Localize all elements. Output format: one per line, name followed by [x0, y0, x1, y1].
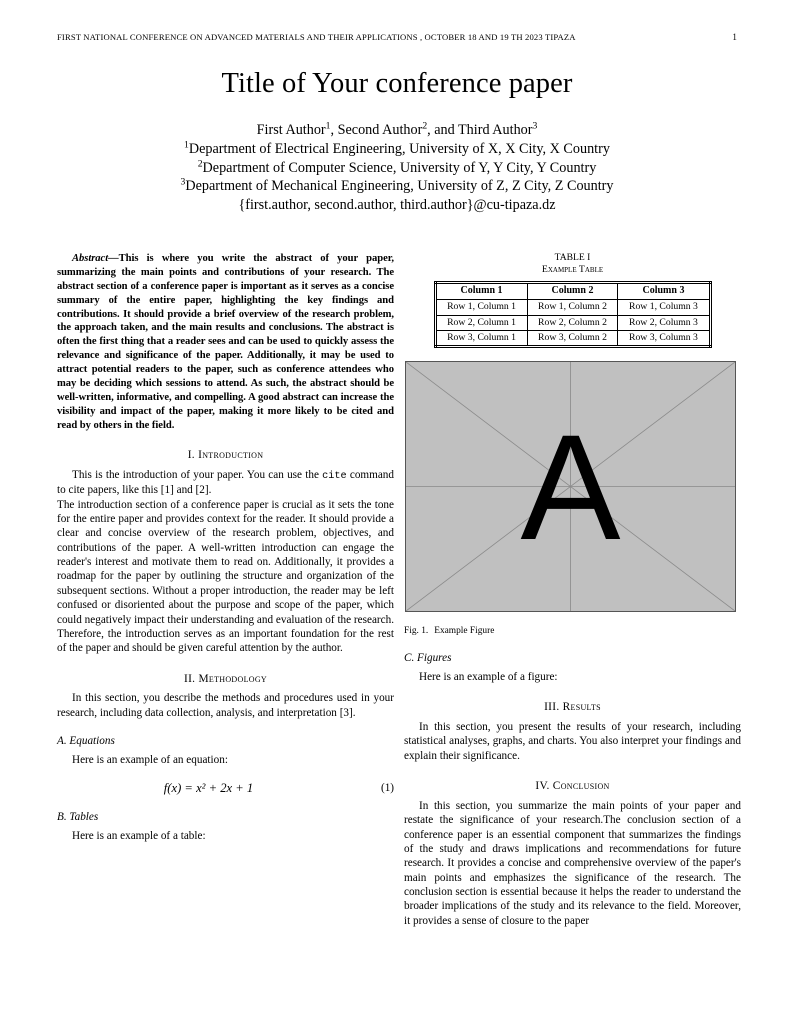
table-cell: Row 1, Column 2 [527, 300, 618, 315]
section-heading-methodology: II. Methodology [183, 672, 267, 685]
example-table [434, 281, 712, 348]
figure-caption-label: Fig. 1. [404, 626, 429, 637]
table-header-col-1: Column 1 [435, 283, 527, 300]
affiliation-1-text: Department of Electrical Engineering, University of X, X City, X Country [188, 140, 610, 157]
table-cell: Row 3, Column 3 [618, 330, 710, 346]
table-cell: Row 1, Column 1 [435, 300, 527, 315]
introduction-paragraph-2: The introduction section of a conference paper is crucial as it sets the tone for the entire paper and provides context for the reader. It should provide a clear and concise overview of the research problem, objectives, and contributions of the paper. A well-written introduction can engage the reader's interest and motivate them to read on. Additionally, it provides a roadmap for the paper by outlining the structure and organization of the subsequent sections. Without a proper introduction, the reader may be left confused or disoriented about the purpose and scope of the paper, which could negatively impact their understanding and evaluation of the research. Therefore, the introduction serves as an important foundation for the rest of the paper and should be given careful attention by the author. [57, 498, 394, 655]
figure-caption-text: Example Figure [434, 626, 495, 637]
affiliation-2-text: Department of Computer Science, University of Y, Y City, Y Country [202, 159, 597, 176]
section-heading-conclusion: IV. Conclusion [535, 780, 610, 793]
table-header-col-2: Column 2 [527, 283, 618, 300]
affiliation-2 [57, 159, 737, 178]
equations-intro: Here is an example of an equation: [72, 753, 228, 766]
table-row [435, 330, 710, 346]
author-3-sup: 3 [532, 120, 538, 132]
affiliation-3-sup: 3 [180, 176, 186, 188]
authors-line [57, 121, 737, 140]
author-2-sup: 2 [422, 120, 428, 132]
section-heading-introduction: I. Introduction [187, 449, 264, 462]
intro-text-post: command to cite papers, like this [1] and [2]. [57, 469, 394, 497]
page-number: 1 [732, 32, 737, 42]
table-title: Example Table [541, 264, 604, 276]
abstract-paragraph [57, 252, 394, 432]
author-1-name: First Author [256, 121, 326, 138]
subsection-heading-tables: B. Tables [57, 811, 99, 824]
author-sep-1: , [330, 121, 338, 138]
introduction-paragraph-1 [57, 468, 394, 498]
title-block [57, 68, 737, 215]
equation-1-number: (1) [380, 781, 395, 794]
table-cell: Row 2, Column 2 [527, 315, 618, 330]
table-row [435, 315, 710, 330]
table-cell: Row 2, Column 3 [618, 315, 710, 330]
author-1-sup: 1 [325, 120, 331, 132]
author-sep-2: , and [427, 121, 459, 138]
table-header-col-3: Column 3 [618, 283, 710, 300]
results-paragraph-1: In this section, you present the results of your research, including statistical analyses, graphs, and charts. You also interpret your findings and explain their significance. [404, 720, 741, 762]
abstract-label: Abstract— [72, 253, 119, 264]
figures-intro: Here is an example of a figure: [419, 670, 558, 683]
subsection-heading-figures: C. Figures [404, 652, 452, 665]
right-column [404, 252, 741, 928]
author-3-name: Third Author [458, 121, 533, 138]
running-header-title: FIRST NATIONAL CONFERENCE ON ADVANCED MATERIALS AND THEIR APPLICATIONS , OCTOBER 18 AND 19 TH 2023 TIPAZA [57, 32, 576, 42]
table-header-row [435, 283, 710, 300]
subsection-heading-equations: A. Equations [57, 735, 115, 748]
table-cell: Row 2, Column 1 [435, 315, 527, 330]
table-cell: Row 3, Column 2 [527, 330, 618, 346]
table-caption [404, 252, 741, 277]
equation-1-body: f(x) = x² + 2x + 1 [163, 781, 254, 796]
affiliation-1-sup: 1 [184, 138, 189, 150]
affiliation-3 [57, 177, 737, 196]
conclusion-paragraph-1: In this section, you summarize the main points of your paper and restate the significance of your research.The conclusion section of a conference paper is an essential component that summarizes the findings of the study and draws implications and recommendations for future research. It provides a concise and comprehensive overview of the paper's main points and emphasizes the significance of the research. The conclusion section is essential because it helps the reader to understand the broader implications of the study and its relevance to the field. Moreover, it provides a sense of closure to the paper [404, 799, 741, 927]
running-header [57, 32, 737, 42]
example-figure-placeholder [405, 361, 736, 612]
section-heading-results: III. Results [544, 701, 601, 714]
affiliation-2-sup: 2 [197, 157, 203, 169]
equation-1-row [57, 780, 394, 796]
intro-text-pre: This is the introduction of your paper. You can use the [72, 469, 323, 482]
page-title: Title of Your conference paper [221, 68, 573, 99]
affiliation-1 [57, 140, 737, 159]
left-column [57, 252, 394, 843]
abstract-text: This is where you write the abstract of your paper, summarizing the main points and contributions of your research. The abstract section of a conference paper is important as it serves as a concise summary of the entire paper, highlighting the key findings and contributions. It should provide a brief overview of the research problem, the approach taken, and the main results and conclusions. The abstract is often the first thing that a reader sees and can be used to quickly assess the relevance and significance of the paper. Additionally, it may be used to attract potential readers to the paper, such as conference attendees who may be deciding which sessions to attend. As such, the abstract should be well-written, informative, and compelling. A good abstract can increase the visibility and impact of the paper, making it more likely to be cited and read by others in the field. [57, 253, 394, 431]
table-row [435, 300, 710, 315]
tables-intro: Here is an example of a table: [72, 829, 206, 842]
figure-caption [404, 625, 741, 637]
affiliation-3-text: Department of Mechanical Engineering, University of Z, Z City, Z Country [185, 178, 614, 195]
table-cell: Row 3, Column 1 [435, 330, 527, 346]
methodology-paragraph-1: In this section, you describe the methods and procedures used in your research, including data collection, analysis, and interpretation [3]. [57, 692, 394, 719]
cite-command-code: cite [322, 471, 347, 483]
author-2-name: Second Author [337, 121, 423, 138]
figure-placeholder-letter: A [520, 402, 621, 571]
table-number: TABLE I [554, 252, 591, 263]
table-cell: Row 1, Column 3 [618, 300, 710, 315]
contact-email: {first.author, second.author, third.author}@cu-tipaza.dz [238, 197, 556, 214]
